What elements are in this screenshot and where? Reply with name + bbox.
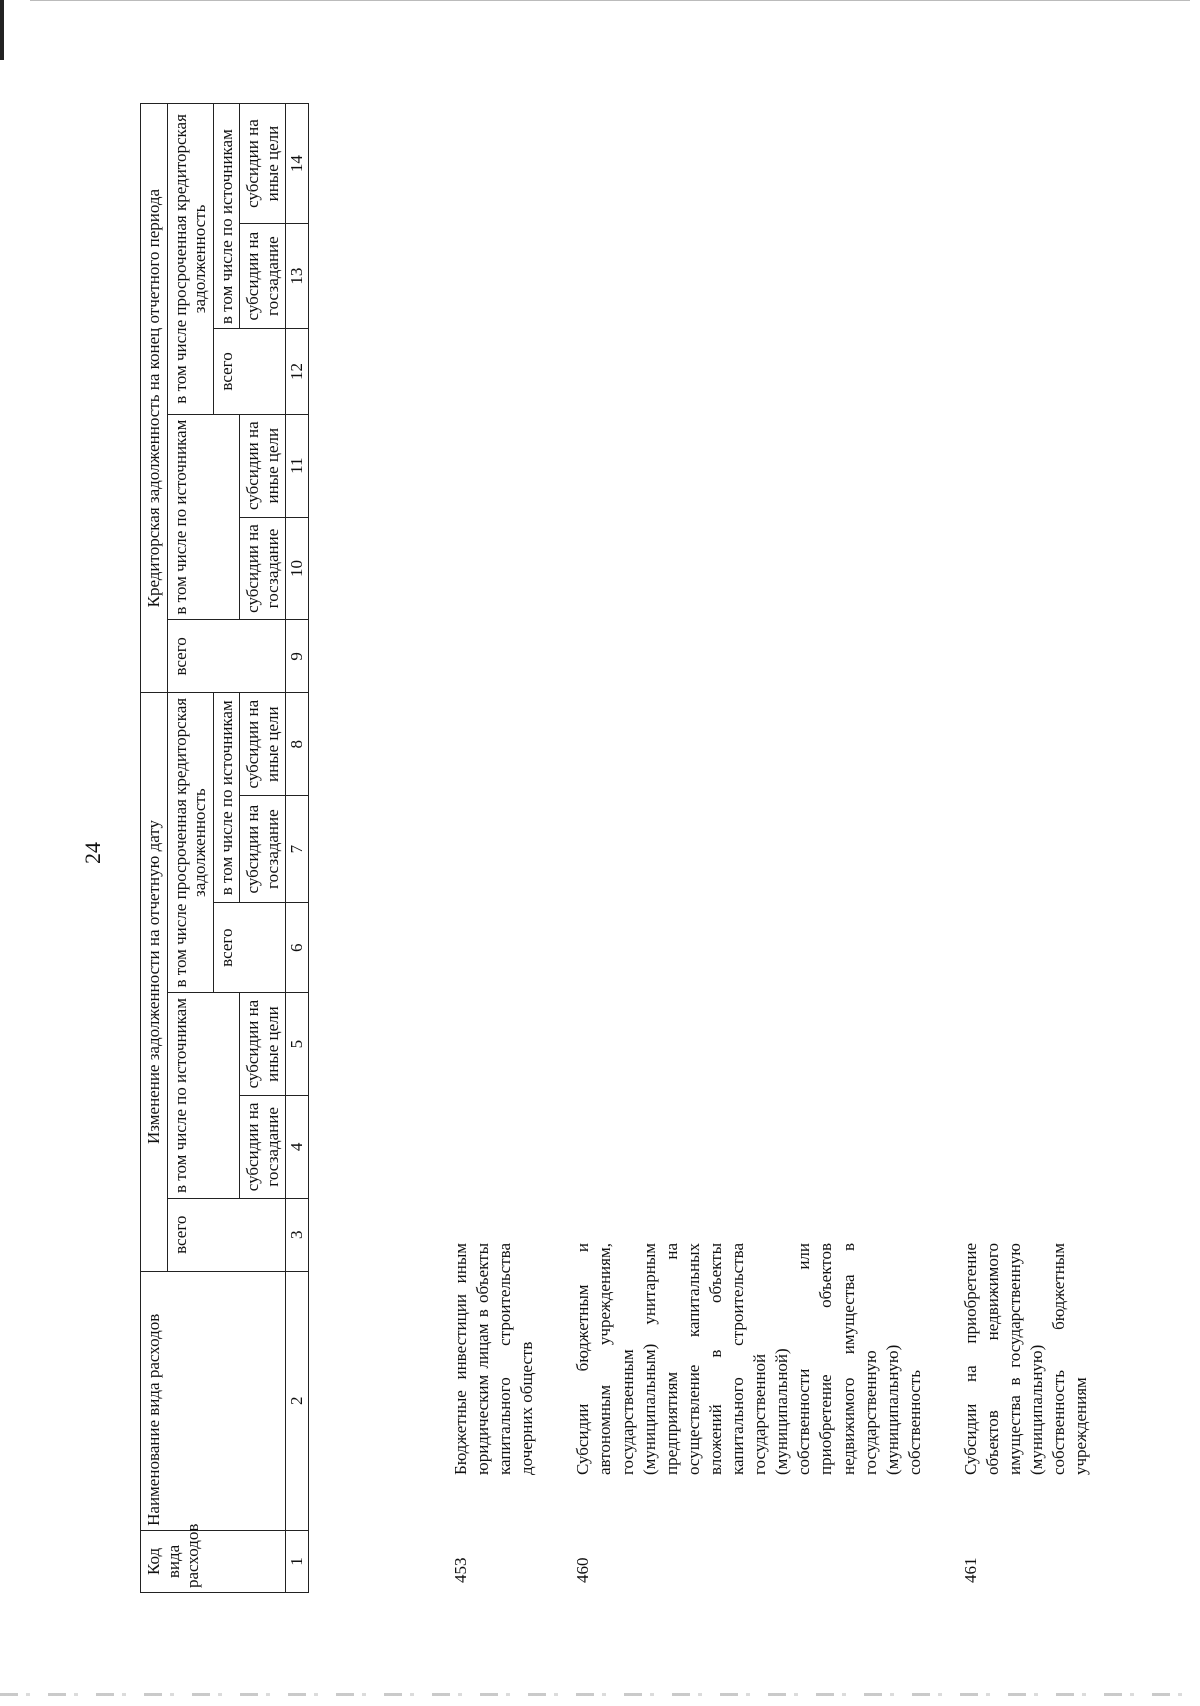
- header-overdue-subsidy-task: субсидии на госзадание: [240, 796, 286, 903]
- row-code: 460: [573, 1557, 593, 1583]
- row-name: Бюджетные инвестиции иным юридическим лицам в объекты капитального строительства дочерних обществ: [451, 1243, 537, 1475]
- row-name: Субсидии бюджетным и автономным учреждениям, государственным (муниципальным) унитарным предприятиям на осуществление капитальных вложений в объекты капитального строительства государственной (муниципальной) собственности или приобретение объектов недвижимого имущества в государственную (муниципальную) собственность: [573, 1243, 924, 1475]
- column-number: 11: [286, 414, 309, 517]
- header-end-subsidy-other: субсидии на иные цели: [240, 414, 286, 517]
- header-subsidy-task: субсидии на госзадание: [240, 1096, 286, 1199]
- column-number: 3: [286, 1198, 309, 1271]
- header-subsidy-other: субсидии на иные цели: [240, 993, 286, 1096]
- page-number: 24: [80, 842, 105, 864]
- table-row: [572, 103, 926, 1593]
- header-code: Код вида расходов: [141, 1530, 286, 1592]
- header-change-overdue: в том числе просроченная кредиторская задолженность: [167, 693, 213, 993]
- header-change-total: всего: [167, 1198, 286, 1271]
- header-name: Наименование вида расходов: [141, 1271, 286, 1530]
- header-change-overdue-sources: в том числе по источникам: [213, 693, 240, 903]
- column-number: 10: [286, 517, 309, 620]
- column-number: 1: [286, 1530, 309, 1592]
- scan-noise: [0, 1693, 1200, 1696]
- column-number: 4: [286, 1096, 309, 1199]
- header-end-overdue-subsidy-task: субсидии на госзадание: [240, 224, 286, 329]
- rotated-sheet: [70, 53, 1130, 1653]
- column-number: 13: [286, 224, 309, 329]
- header-change-overdue-total: всего: [213, 903, 286, 993]
- header-end-overdue-subsidy-other: субсидии на иные цели: [240, 104, 286, 224]
- column-number: 9: [286, 620, 309, 693]
- header-change-sources: в том числе по источникам: [167, 993, 240, 1199]
- table-body: [450, 103, 1126, 1593]
- header-end-overdue-sources: в том числе по источникам: [213, 104, 240, 329]
- header-end-subsidy-task: субсидии на госзадание: [240, 517, 286, 620]
- column-number: 5: [286, 993, 309, 1096]
- column-number: 6: [286, 903, 309, 993]
- column-number: 14: [286, 104, 309, 224]
- page-top-border: [30, 0, 1190, 1]
- header-end-overdue: в том числе просроченная кредиторская задолженность: [167, 104, 213, 415]
- header-overdue-subsidy-other: субсидии на иные цели: [240, 693, 286, 796]
- row-code: 461: [960, 1557, 980, 1583]
- header-change-group: Изменение задолженности на отчетную дату: [141, 693, 168, 1271]
- column-number: 12: [286, 329, 309, 415]
- row-name: Субсидии на приобретение объектов недвижимого имущества в государственную (муниципальную) собственность бюджетным учреждениям: [960, 1243, 1091, 1475]
- row-code: 453: [451, 1557, 470, 1583]
- table-row: [960, 103, 1093, 1593]
- table-row: [450, 103, 538, 1593]
- header-end-sources: в том числе по источникам: [167, 414, 240, 620]
- column-number: 2: [286, 1271, 309, 1530]
- column-number: 7: [286, 796, 309, 903]
- header-end-total: всего: [167, 620, 286, 693]
- expense-table: [140, 103, 309, 1593]
- column-number: 8: [286, 693, 309, 796]
- header-end-group: Кредиторская задолженность на конец отчетного периода: [141, 104, 168, 693]
- header-end-overdue-total: всего: [213, 329, 286, 415]
- page-edge: [0, 0, 4, 60]
